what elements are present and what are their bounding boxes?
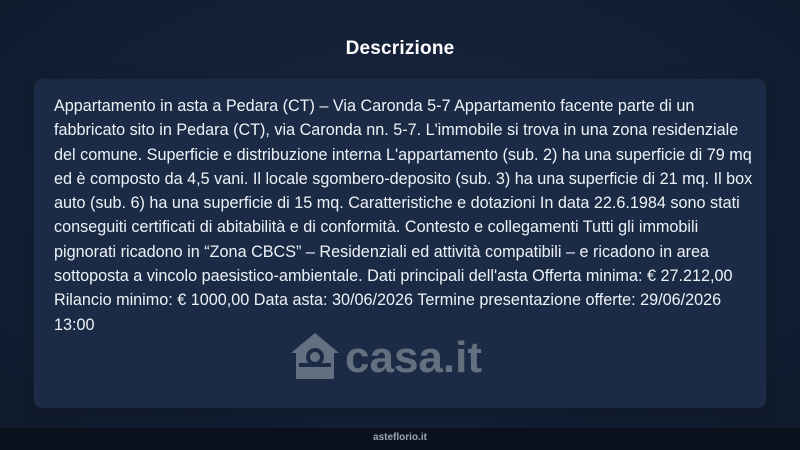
- footer-bar: [0, 428, 800, 450]
- footer-source-link[interactable]: asteflorio.it: [373, 432, 427, 443]
- watermark-brand-text: casa.it: [345, 333, 482, 382]
- description-card: [34, 79, 766, 408]
- description-text: Appartamento in asta a Pedara (CT) – Via Caronda 5-7 Appartamento facente parte di un fabbricato sito in Pedara (CT), via Caronda nn. 5-7. L'immobile si trova in una zona residenziale del comune. Superficie e distribuzione interna L'appartamento (sub. 2) ha una superficie di 79 mq ed è composto da 4,5 vani. Il locale sgombero-deposito (sub. 3) ha una superficie di 21 mq. Il box auto (sub. 6) ha una superficie di 15 mq. Caratteristiche e dotazioni In data 22.6.1984 sono stati conseguiti certificati di abitabilità e di conformità. Contesto e collegamenti Tutti gli immobili pignorati ricadono in “Zona CBCS” – Residenziali ed attività compatibili – e ricadono in area sottoposta a vincolo paesistico-ambientale. Dati principali dell'asta Offerta minima: € 27.212,00 Rilancio minimo: € 1000,00 Data asta: 30/06/2026 Termine presentazione offerte: 29/06/2026 13:00: [54, 97, 753, 334]
- page-title: Descrizione: [345, 38, 455, 59]
